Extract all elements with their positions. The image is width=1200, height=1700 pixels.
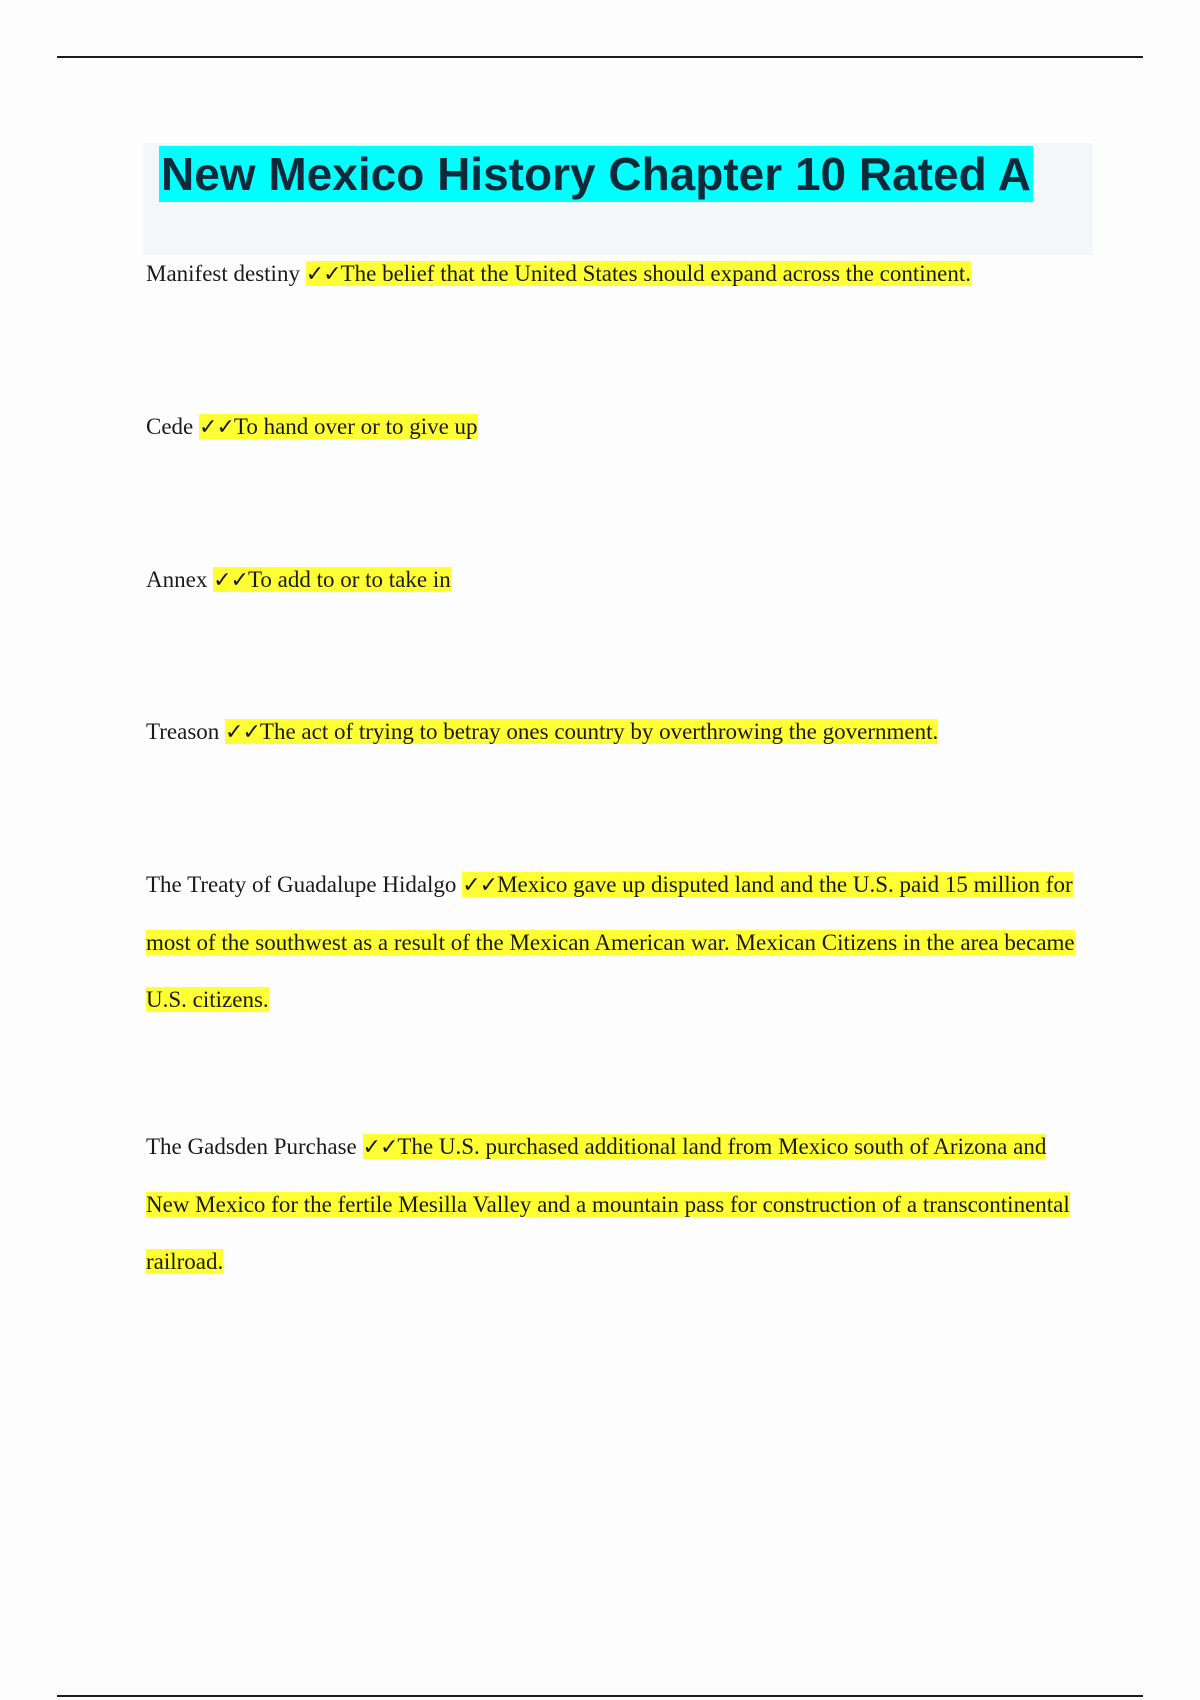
entry-answer [213, 567, 451, 592]
double-check-icon: ✓✓ [305, 262, 341, 287]
entry-term: Cede [146, 414, 194, 439]
double-check-icon: ✓✓ [362, 1135, 398, 1160]
entry-definition: To add to or to take in [247, 567, 451, 592]
entry-definition: The U.S. purchased additional land from Mexico south of Arizona and New Mexico for the fertile Mesilla Valley and a mountain pass for construction of a transcontinental railroad. [146, 1134, 1070, 1274]
entry-gadsden-purchase [146, 1118, 1076, 1290]
entry-manifest-destiny [146, 245, 1076, 303]
entry-term: The Gadsden Purchase [146, 1134, 357, 1159]
header-rule [57, 56, 1143, 58]
entry-treaty-of-guadalupe-hidalgo [146, 856, 1076, 1028]
entry-term: Annex [146, 567, 208, 592]
entry-annex [146, 551, 1076, 609]
entry-cede [146, 398, 1076, 456]
entry-definition: To hand over or to give up [233, 414, 478, 439]
entry-definition: The belief that the United States should expand across the continent. [340, 261, 971, 286]
entry-answer [199, 414, 478, 439]
entry-definition: Mexico gave up disputed land and the U.S. paid 15 million for most of the southwest as a result of the Mexican American war. Mexican Citizens in the area became U.S. citizens. [146, 872, 1075, 1012]
footer-rule [57, 1695, 1143, 1697]
entry-term: Treason [146, 719, 220, 744]
entry-term: The Treaty of Guadalupe Hidalgo [146, 872, 457, 897]
document-title: New Mexico History Chapter 10 Rated A [161, 148, 1031, 200]
entry-definition: The act of trying to betray ones country by overthrowing the government. [259, 719, 939, 744]
entry-answer [306, 261, 971, 286]
double-check-icon: ✓✓ [213, 568, 248, 593]
entry-answer [225, 719, 938, 744]
double-check-icon: ✓✓ [199, 415, 234, 440]
double-check-icon: ✓✓ [225, 720, 260, 745]
double-check-icon: ✓✓ [462, 873, 498, 898]
entry-treason [146, 703, 1076, 761]
entry-term: Manifest destiny [146, 261, 300, 286]
